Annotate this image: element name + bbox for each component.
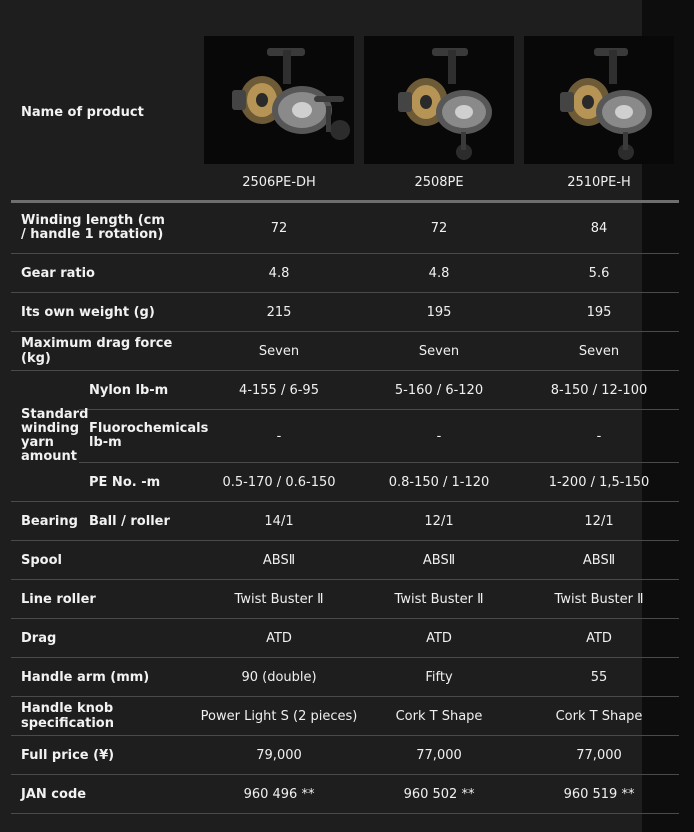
row-label: Full price (¥)	[21, 747, 115, 763]
value-cell: 77,000	[359, 736, 519, 775]
value-cell: 72	[199, 202, 359, 254]
row-sublabel: PE No. -m	[89, 474, 161, 490]
row-label: Handle arm (mm)	[21, 669, 150, 685]
spec-row-fluoro	[11, 410, 679, 463]
product-name: 2508PE	[359, 164, 519, 202]
product-name: 2506PE-DH	[199, 164, 359, 202]
value-cell: 4.8	[359, 254, 519, 293]
value-cell: Seven	[199, 332, 359, 371]
value-cell: ATD	[519, 619, 679, 658]
value-cell: Fifty	[359, 658, 519, 697]
spec-row-handle-knob	[11, 697, 679, 736]
value-cell: 960 519 **	[519, 775, 679, 814]
spec-row-gear-ratio	[11, 254, 679, 293]
name-of-product-label: Name of product	[11, 24, 199, 202]
product-image	[364, 36, 514, 164]
row-label: Its own weight (g)	[21, 304, 155, 320]
value-cell: -	[519, 410, 679, 463]
value-cell: Twist Buster Ⅱ	[519, 580, 679, 619]
product-image-cell	[519, 24, 679, 164]
product-image-cell	[359, 24, 519, 164]
spec-row-handle-arm	[11, 658, 679, 697]
value-cell: 195	[519, 293, 679, 332]
value-cell: Twist Buster Ⅱ	[359, 580, 519, 619]
row-sublabel: Nylon lb-m	[89, 382, 169, 398]
value-cell: 72	[359, 202, 519, 254]
value-cell: 4-155 / 6-95	[199, 371, 359, 410]
row-label: Drag	[21, 630, 57, 646]
product-image	[204, 36, 354, 164]
yarn-group-label: Standard winding yarn amount	[21, 407, 89, 464]
row-sublabel: Ball / roller	[89, 513, 170, 529]
row-sublabel: Fluorochemicals lb-m	[89, 421, 209, 450]
spinning-reel-image	[364, 36, 514, 164]
spec-table	[11, 24, 679, 814]
spec-row-spool	[11, 541, 679, 580]
spec-row-weight	[11, 293, 679, 332]
value-cell: 960 496 **	[199, 775, 359, 814]
row-label: Handle knob specification	[21, 701, 114, 731]
product-image	[524, 36, 674, 164]
row-label: Winding length (cm / handle 1 rotation)	[21, 213, 165, 242]
row-label: Spool	[21, 552, 62, 568]
value-cell: -	[359, 410, 519, 463]
value-cell: -	[199, 410, 359, 463]
spec-row-max-drag	[11, 332, 679, 371]
spinning-reel-image	[524, 36, 674, 164]
value-cell: 5-160 / 6-120	[359, 371, 519, 410]
value-cell: Cork T Shape	[359, 697, 519, 736]
value-cell: 195	[359, 293, 519, 332]
value-cell: Cork T Shape	[519, 697, 679, 736]
row-label: Bearing	[21, 513, 78, 529]
row-label: Gear ratio	[21, 265, 95, 281]
value-cell: ATD	[359, 619, 519, 658]
value-cell: ATD	[199, 619, 359, 658]
value-cell: 960 502 **	[359, 775, 519, 814]
value-cell: 1-200 / 1,5-150	[519, 463, 679, 502]
value-cell: ABSⅡ	[359, 541, 519, 580]
value-cell: 77,000	[519, 736, 679, 775]
value-cell: Seven	[359, 332, 519, 371]
value-cell: 84	[519, 202, 679, 254]
row-label: Line roller	[21, 591, 96, 607]
value-cell: 12/1	[359, 502, 519, 541]
spec-row-winding-length	[11, 202, 679, 254]
value-cell: Seven	[519, 332, 679, 371]
value-cell: 79,000	[199, 736, 359, 775]
value-cell: 0.5-170 / 0.6-150	[199, 463, 359, 502]
spec-row-pe	[11, 463, 679, 502]
value-cell: ABSⅡ	[199, 541, 359, 580]
value-cell: 5.6	[519, 254, 679, 293]
value-cell: 0.8-150 / 1-120	[359, 463, 519, 502]
spec-row-price	[11, 736, 679, 775]
product-name: 2510PE-H	[519, 164, 679, 202]
value-cell: 215	[199, 293, 359, 332]
value-cell: Twist Buster Ⅱ	[199, 580, 359, 619]
value-cell: Power Light S (2 pieces)	[199, 697, 359, 736]
spec-row-jan	[11, 775, 679, 814]
value-cell: ABSⅡ	[519, 541, 679, 580]
spec-row-nylon	[11, 371, 679, 410]
product-image-cell	[199, 24, 359, 164]
product-image-row	[11, 24, 679, 164]
spec-row-drag	[11, 619, 679, 658]
spinning-reel-image	[204, 36, 354, 164]
row-label: JAN code	[21, 786, 87, 802]
value-cell: 14/1	[199, 502, 359, 541]
value-cell: 12/1	[519, 502, 679, 541]
row-label: Maximum drag force (kg)	[21, 336, 173, 366]
value-cell: 4.8	[199, 254, 359, 293]
value-cell: 55	[519, 658, 679, 697]
spec-row-line-roller	[11, 580, 679, 619]
spec-row-bearing	[11, 502, 679, 541]
value-cell: 8-150 / 12-100	[519, 371, 679, 410]
value-cell: 90 (double)	[199, 658, 359, 697]
